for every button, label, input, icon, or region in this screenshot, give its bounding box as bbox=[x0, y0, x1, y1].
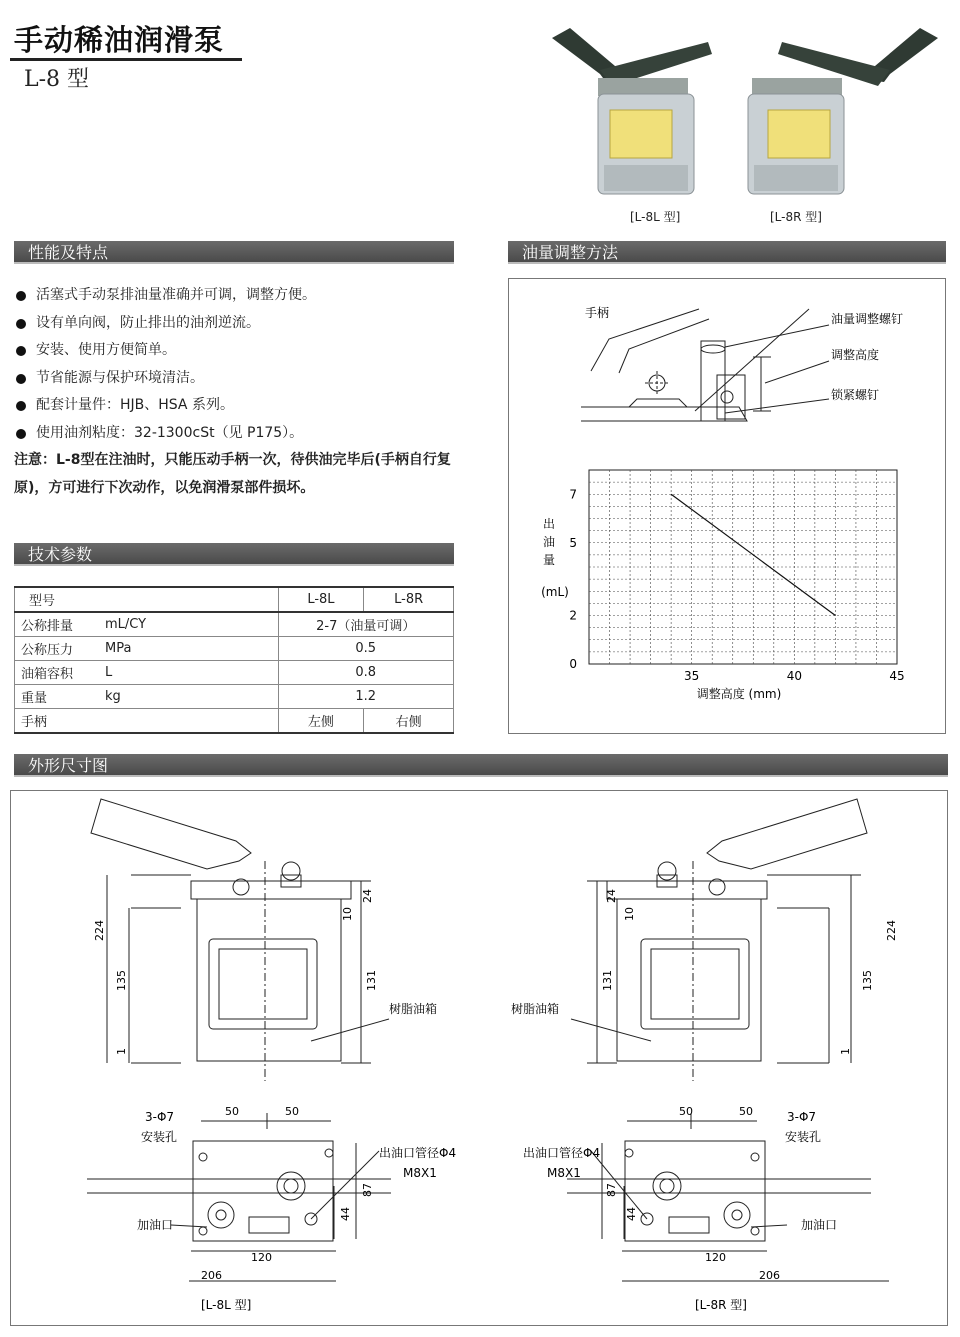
x-tick-label: 35 bbox=[684, 669, 700, 683]
label-thread-r: M8X1 bbox=[547, 1166, 581, 1180]
y-axis-label-2: 油 bbox=[542, 535, 556, 549]
table-row bbox=[15, 685, 454, 709]
label-outlet: 出油口管径Φ4 bbox=[379, 1146, 457, 1160]
label-mount-hole: 安装孔 bbox=[141, 1130, 178, 1144]
dim-135: 135 bbox=[115, 970, 128, 991]
row-unit: MPa bbox=[99, 637, 278, 661]
label-thread: M8X1 bbox=[403, 1166, 437, 1180]
label-handle: 手柄 bbox=[585, 306, 610, 320]
feature-item: 安装、使用方便简单。 bbox=[14, 337, 464, 365]
dim-50a-r: 50 bbox=[679, 1105, 693, 1118]
photo-caption-right: [L-8R 型] bbox=[770, 210, 822, 224]
drawing-caption-right: [L-8R 型] bbox=[695, 1298, 747, 1312]
dim-120-r: 120 bbox=[705, 1251, 726, 1264]
dim-135-r: 135 bbox=[861, 970, 874, 991]
x-axis-label: 调整高度 (mm) bbox=[696, 687, 782, 701]
row-value-left: 左侧 bbox=[278, 709, 364, 734]
header-l8r: L-8R bbox=[364, 587, 454, 612]
drawing-caption-left: [L-8L 型] bbox=[201, 1298, 252, 1312]
feature-item: 设有单向阀，防止排出的油剂逆流。 bbox=[14, 310, 464, 338]
header-model: 型号 bbox=[15, 587, 279, 612]
feature-item: 使用油剂粘度：32-1300cSt（见 P175）。 bbox=[14, 420, 464, 448]
dim-206: 206 bbox=[201, 1269, 222, 1282]
y-tick-label: 7 bbox=[569, 487, 577, 502]
section-tech: 技术参数 bbox=[14, 543, 454, 566]
row-name: 公称排量 bbox=[15, 612, 100, 637]
dim-10-r: 10 bbox=[623, 907, 636, 921]
dim-10: 10 bbox=[341, 907, 354, 921]
dim-1-r: 1 bbox=[839, 1048, 852, 1055]
y-axis-label-3: 量 bbox=[542, 553, 556, 567]
y-tick-label: 5 bbox=[569, 535, 577, 550]
model-name: L-8 型 bbox=[24, 67, 90, 92]
dim-50a: 50 bbox=[225, 1105, 239, 1118]
y-axis-label-1: 出 bbox=[542, 517, 556, 531]
dim-50b-r: 50 bbox=[739, 1105, 753, 1118]
x-tick-label: 40 bbox=[786, 669, 802, 683]
dim-131-r: 131 bbox=[601, 970, 614, 991]
output-chart bbox=[509, 450, 945, 720]
header-l8l: L-8L bbox=[278, 587, 364, 612]
row-value: 0.8 bbox=[278, 661, 453, 685]
row-name: 手柄 bbox=[15, 709, 100, 734]
label-tank-r: 树脂油箱 bbox=[511, 1002, 560, 1016]
dim-24-r: 24 bbox=[605, 889, 618, 903]
feature-list bbox=[14, 282, 464, 447]
label-height: 调整高度 bbox=[831, 348, 880, 362]
label-fill: 加油口 bbox=[137, 1218, 174, 1232]
feature-item: 节省能源与保护环境清洁。 bbox=[14, 365, 464, 393]
chart-ticks bbox=[569, 487, 904, 683]
dim-50b: 50 bbox=[285, 1105, 299, 1118]
dim-120: 120 bbox=[251, 1251, 272, 1264]
label-outlet-r: 出油口管径Φ4 bbox=[523, 1146, 601, 1160]
adjust-diagram bbox=[509, 279, 945, 439]
table-row bbox=[15, 637, 454, 661]
dim-44: 44 bbox=[339, 1207, 352, 1221]
row-unit: mL/CY bbox=[99, 612, 278, 637]
feature-item: 配套计量件：HJB、HSA 系列。 bbox=[14, 392, 464, 420]
y-axis-unit: (mL) bbox=[541, 585, 569, 599]
row-name: 油箱容积 bbox=[15, 661, 100, 685]
label-screw: 油量调整螺钉 bbox=[831, 312, 904, 326]
title-underline bbox=[10, 58, 242, 61]
section-adjust: 油量调整方法 bbox=[508, 241, 946, 264]
pump-photo-left bbox=[552, 28, 712, 194]
right-view bbox=[567, 799, 889, 1281]
row-name: 重量 bbox=[15, 685, 100, 709]
row-value-right: 右侧 bbox=[364, 709, 454, 734]
dim-87: 87 bbox=[361, 1183, 374, 1197]
table-row bbox=[15, 709, 454, 734]
pump-photo-right bbox=[748, 28, 938, 194]
dim-44-r: 44 bbox=[625, 1207, 638, 1221]
spec-table bbox=[14, 586, 454, 734]
row-name: 公称压力 bbox=[15, 637, 100, 661]
dim-224-r: 224 bbox=[885, 920, 898, 941]
label-fill-r: 加油口 bbox=[801, 1218, 838, 1232]
operation-note: 注意：L-8型在注油时，只能压动手柄一次，待供油完毕后(手柄自行复原)，方可进行下次动作，以免润滑泵部件损坏。 bbox=[14, 452, 451, 496]
label-lock: 锁紧螺钉 bbox=[831, 388, 880, 402]
outline-drawings bbox=[11, 791, 947, 1325]
dim-24: 24 bbox=[361, 889, 374, 903]
dim-206-r: 206 bbox=[759, 1269, 780, 1282]
label-mount-hole-r: 安装孔 bbox=[785, 1130, 822, 1144]
row-unit: kg bbox=[99, 685, 278, 709]
dim-131: 131 bbox=[365, 970, 378, 991]
table-row bbox=[15, 661, 454, 685]
section-features: 性能及特点 bbox=[14, 241, 454, 264]
row-unit: L bbox=[99, 661, 278, 685]
row-unit bbox=[99, 709, 278, 734]
table-row bbox=[15, 612, 454, 637]
row-value: 2-7（油量可调） bbox=[278, 612, 453, 637]
label-mount: 3-Φ7 bbox=[145, 1110, 175, 1124]
y-tick-label: 2 bbox=[569, 608, 577, 623]
dim-87-r: 87 bbox=[605, 1183, 618, 1197]
label-tank: 树脂油箱 bbox=[389, 1002, 438, 1016]
dim-1: 1 bbox=[115, 1048, 128, 1055]
section-outline: 外形尺寸图 bbox=[14, 754, 948, 777]
row-value: 0.5 bbox=[278, 637, 453, 661]
label-mount-r: 3-Φ7 bbox=[787, 1110, 817, 1124]
dim-224: 224 bbox=[93, 920, 106, 941]
row-value: 1.2 bbox=[278, 685, 453, 709]
feature-item: 活塞式手动泵排油量准确并可调，调整方便。 bbox=[14, 282, 464, 310]
product-photos bbox=[540, 20, 950, 210]
table-header-row bbox=[15, 587, 454, 612]
page-title: 手动稀油润滑泵 bbox=[14, 23, 225, 57]
y-tick-label: 0 bbox=[569, 657, 577, 671]
x-tick-label: 45 bbox=[889, 669, 905, 683]
photo-caption-left: [L-8L 型] bbox=[630, 210, 681, 224]
chart-grid bbox=[589, 470, 897, 664]
